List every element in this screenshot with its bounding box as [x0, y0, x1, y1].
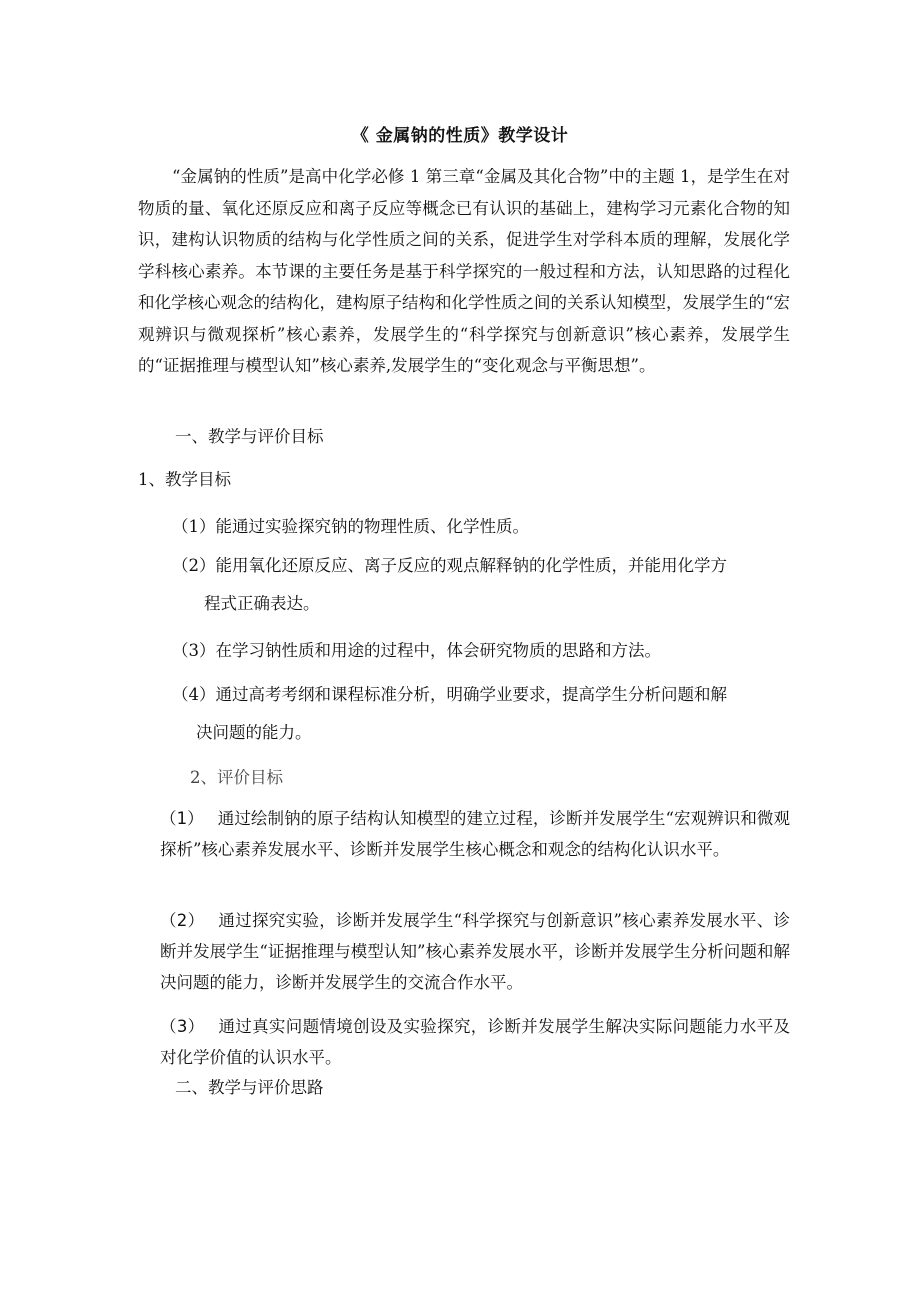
goal-text: 通过高考考纲和课程标准分析，明确学业要求，提高学生分析问题和解 [215, 685, 727, 704]
eval-number: （2） [160, 911, 205, 930]
teaching-goal-3 [172, 632, 790, 670]
eval-text: 通过探究实验，诊断并发展学生“科学探究与创新意识”核心素养发展水平、诊断并发展学生“证据推理与模型认知”核心素养发展水平，诊断并发展学生分析问题和解决问题的能力，诊断并发展学生的交流合作水平。 [160, 911, 790, 992]
goal-number: （2） [172, 556, 216, 575]
goal-text-continued: 程式正确表达。 [204, 594, 320, 613]
subheading-teaching-goals: 1、教学目标 [138, 470, 231, 489]
eval-number: （1） [160, 809, 204, 828]
document-title: 《 金属钠的性质》教学设计 [351, 126, 569, 146]
teaching-goal-1 [172, 508, 790, 546]
evaluation-goal-2 [160, 905, 790, 998]
eval-number: （3） [160, 1017, 205, 1036]
goal-text: 能用氧化还原反应、离子反应的观点解释钠的化学性质，并能用化学方 [215, 556, 727, 575]
teaching-goal-2 [172, 547, 790, 623]
evaluation-goal-1 [160, 803, 790, 865]
eval-text: 通过真实问题情境创设及实验探究，诊断并发展学生解决实际问题能力水平及对化学价值的认识水平。 [160, 1017, 791, 1067]
section-heading-goals: 一、教学与评价目标 [175, 427, 324, 446]
goal-text-continued: 决问题的能力。 [196, 723, 312, 742]
teaching-goal-4 [172, 676, 790, 752]
goal-number: （1） [172, 517, 216, 536]
section-heading-approach: 二、教学与评价思路 [175, 1078, 324, 1097]
goal-number: （3） [172, 641, 216, 660]
goal-text: 能通过实验探究钠的物理性质、化学性质。 [215, 517, 529, 536]
subheading-evaluation-goals: 2、评价目标 [190, 768, 283, 787]
goal-text: 在学习钠性质和用途的过程中，体会研究物质的思路和方法。 [215, 641, 661, 660]
evaluation-goal-3 [160, 1011, 790, 1073]
goal-number: （4） [172, 685, 216, 704]
intro-paragraph: “金属钠的性质”是高中化学必修 1 第三章“金属及其化合物”中的主题 1，是学生在对物质的量、氧化还原反应和离子反应等概念已有认识的基础上，建构学习元素化合物的知识，建构认识物质的结构与化学性质之间的关系，促进学生对学科本质的理解，发展化学学科核心素养。本节课的主要任务是基于科学探究的一般过程和方法，认知思路的过程化和化学核心观念的结构化，建构原子结构和化学性质之间的关系认知模型，发展学生的“宏观辨识与微观探析”核心素养，发展学生的“科学探究与创新意识”核心素养，发展学生的“证据推理与模型认知”核心素养,发展学生的“变化观念与平衡思想”。 [138, 167, 790, 375]
eval-text: 通过绘制钠的原子结构认知模型的建立过程，诊断并发展学生“宏观辨识和微观探析”核心素养发展水平、诊断并发展学生核心概念和观念的结构化认识水平。 [160, 809, 790, 859]
